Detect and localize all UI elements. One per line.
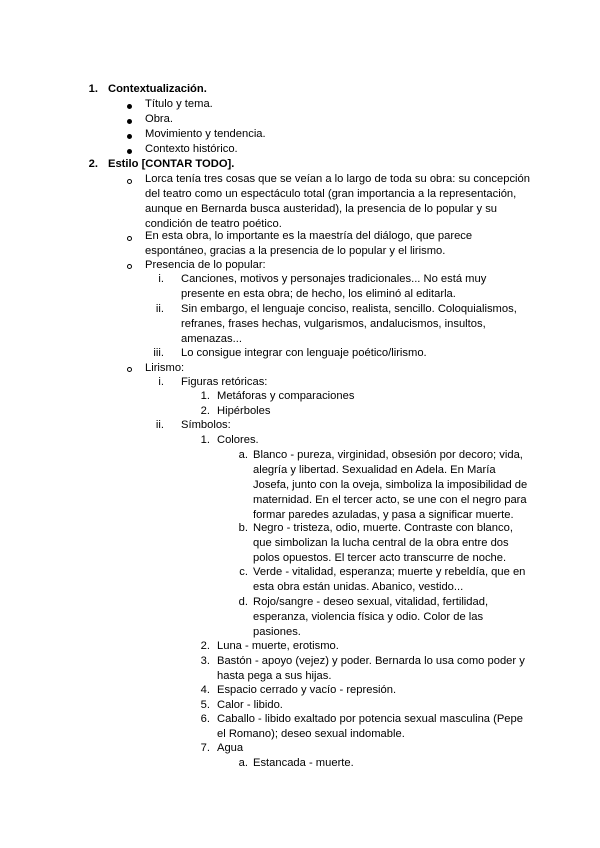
list-item-line: formar paredes azuladas, y pasa a significar muerte.	[253, 509, 514, 521]
list-item-line: pasiones.	[253, 626, 301, 638]
list-item-line: polos opuestos. El tercer acto transcurre de noche.	[253, 552, 507, 564]
list-item-line: que simbolizan la lucha central de la obra entre dos	[253, 537, 509, 549]
list-item-line: Sin embargo, el lenguaje conciso, realista, sencillo. Coloquialismos,	[181, 303, 517, 315]
list-item-line: Metáforas y comparaciones	[217, 390, 355, 402]
paragraph-line: del teatro como un espectáculo total (gran importancia a la representación,	[145, 188, 517, 200]
list-item: Contexto histórico.	[145, 143, 238, 155]
list-item-line: Símbolos:	[181, 419, 231, 431]
list-item-line: Lo consigue integrar con lenguaje poético/lirismo.	[181, 347, 427, 359]
list-number: 7.	[200, 742, 210, 754]
section-title: Contextualización.	[108, 83, 207, 95]
section-number: 1.	[88, 83, 98, 95]
list-item-line: hasta pega a sus hijas.	[217, 670, 332, 682]
list-item-line: alegría y libertad. Sexualidad en Adela. En María	[253, 464, 496, 476]
list-item-line: refranes, frases hechas, vulgarismos, andalucismos, insultos,	[181, 318, 486, 330]
list-number: 5.	[200, 699, 210, 711]
roman-numeral: iii.	[153, 347, 164, 359]
bullet-dot-icon	[127, 149, 132, 154]
list-item-line: Caballo - libido exaltado por potencia sexual masculina (Pepe	[217, 713, 523, 725]
paragraph-line: Lorca tenía tres cosas que se veían a lo largo de toda su obra: su concepción	[145, 173, 530, 185]
list-number: 3.	[200, 655, 210, 667]
letter-marker: a.	[238, 449, 248, 461]
list-item-line: Rojo/sangre - deseo sexual, vitalidad, fertilidad,	[253, 596, 489, 608]
section-number: 2.	[88, 158, 98, 170]
list-item-line: Negro - tristeza, odio, muerte. Contraste con blanco,	[253, 522, 513, 534]
list-item: Título y tema.	[145, 98, 213, 110]
bullet-dot-icon	[127, 104, 132, 109]
list-item-line: esta obra están unidas. Abanico, vestido...	[253, 581, 464, 593]
section-title: Estilo [CONTAR TODO].	[108, 158, 235, 170]
roman-numeral: i.	[158, 376, 164, 388]
letter-marker: b.	[238, 522, 248, 534]
list-item-line: Figuras retóricas:	[181, 376, 268, 388]
list-item-line: Colores.	[217, 434, 259, 446]
list-item-line: presente en esta obra; de hecho, los eliminó al editarla.	[181, 288, 456, 300]
bullet-dot-icon	[127, 134, 132, 139]
list-item-line: Luna - muerte, erotismo.	[217, 640, 339, 652]
list-item-line: Estancada - muerte.	[253, 757, 354, 769]
list-number: 1.	[200, 390, 210, 402]
bullet-circle-icon	[127, 367, 132, 372]
list-item: Movimiento y tendencia.	[145, 128, 266, 140]
list-number: 2.	[200, 640, 210, 652]
list-item-line: Blanco - pureza, virginidad, obsesión por decoro; vida,	[253, 449, 523, 461]
bullet-circle-icon	[127, 264, 132, 269]
paragraph-line: espontáneo, gracias a la presencia de lo popular y el lirismo.	[145, 245, 446, 257]
bullet-dot-icon	[127, 119, 132, 124]
list-number: 2.	[200, 405, 210, 417]
list-item-line: esperanza, violencia física y odio. Color de las	[253, 611, 484, 623]
list-item-line: maternidad. En el tercer acto, se une con el negro para	[253, 494, 527, 506]
bullet-circle-icon	[127, 179, 132, 184]
letter-marker: a.	[238, 757, 248, 769]
bullet-circle-icon	[127, 236, 132, 241]
roman-numeral: ii.	[155, 419, 164, 431]
letter-marker: d.	[238, 596, 248, 608]
list-item-line: Espacio cerrado y vacío - represión.	[217, 684, 397, 696]
list-item-line: Canciones, motivos y personajes tradicionales... No está muy	[181, 273, 487, 285]
paragraph-line: aunque en Bernarda busca austeridad), la presencia de lo popular y su	[145, 203, 498, 215]
paragraph-line: En esta obra, lo importante es la maestría del diálogo, que parece	[145, 230, 473, 242]
list-number: 4.	[200, 684, 210, 696]
list-item-line: Verde - vitalidad, esperanza; muerte y rebeldía, que en	[253, 566, 526, 578]
paragraph-line: condición de teatro poético.	[145, 218, 282, 230]
list-item: Obra.	[145, 113, 173, 125]
list-item-line: Hipérboles	[217, 405, 271, 417]
list-item-line: el Romano); deseo sexual indomable.	[217, 728, 405, 740]
roman-numeral: ii.	[155, 303, 164, 315]
list-number: 1.	[200, 434, 210, 446]
roman-numeral: i.	[158, 273, 164, 285]
list-item-line: Agua	[217, 742, 244, 754]
paragraph-line: Lirismo:	[145, 362, 185, 374]
paragraph-line: Presencia de lo popular:	[145, 259, 266, 271]
list-number: 6.	[200, 713, 210, 725]
list-item-line: Bastón - apoyo (vejez) y poder. Bernarda lo usa como poder y	[217, 655, 525, 667]
list-item-line: Calor - libido.	[217, 699, 283, 711]
letter-marker: c.	[239, 566, 248, 578]
list-item-line: amenazas...	[181, 333, 242, 345]
list-item-line: Josefa, junto con la oveja, simboliza la imposibilidad de	[253, 479, 528, 491]
